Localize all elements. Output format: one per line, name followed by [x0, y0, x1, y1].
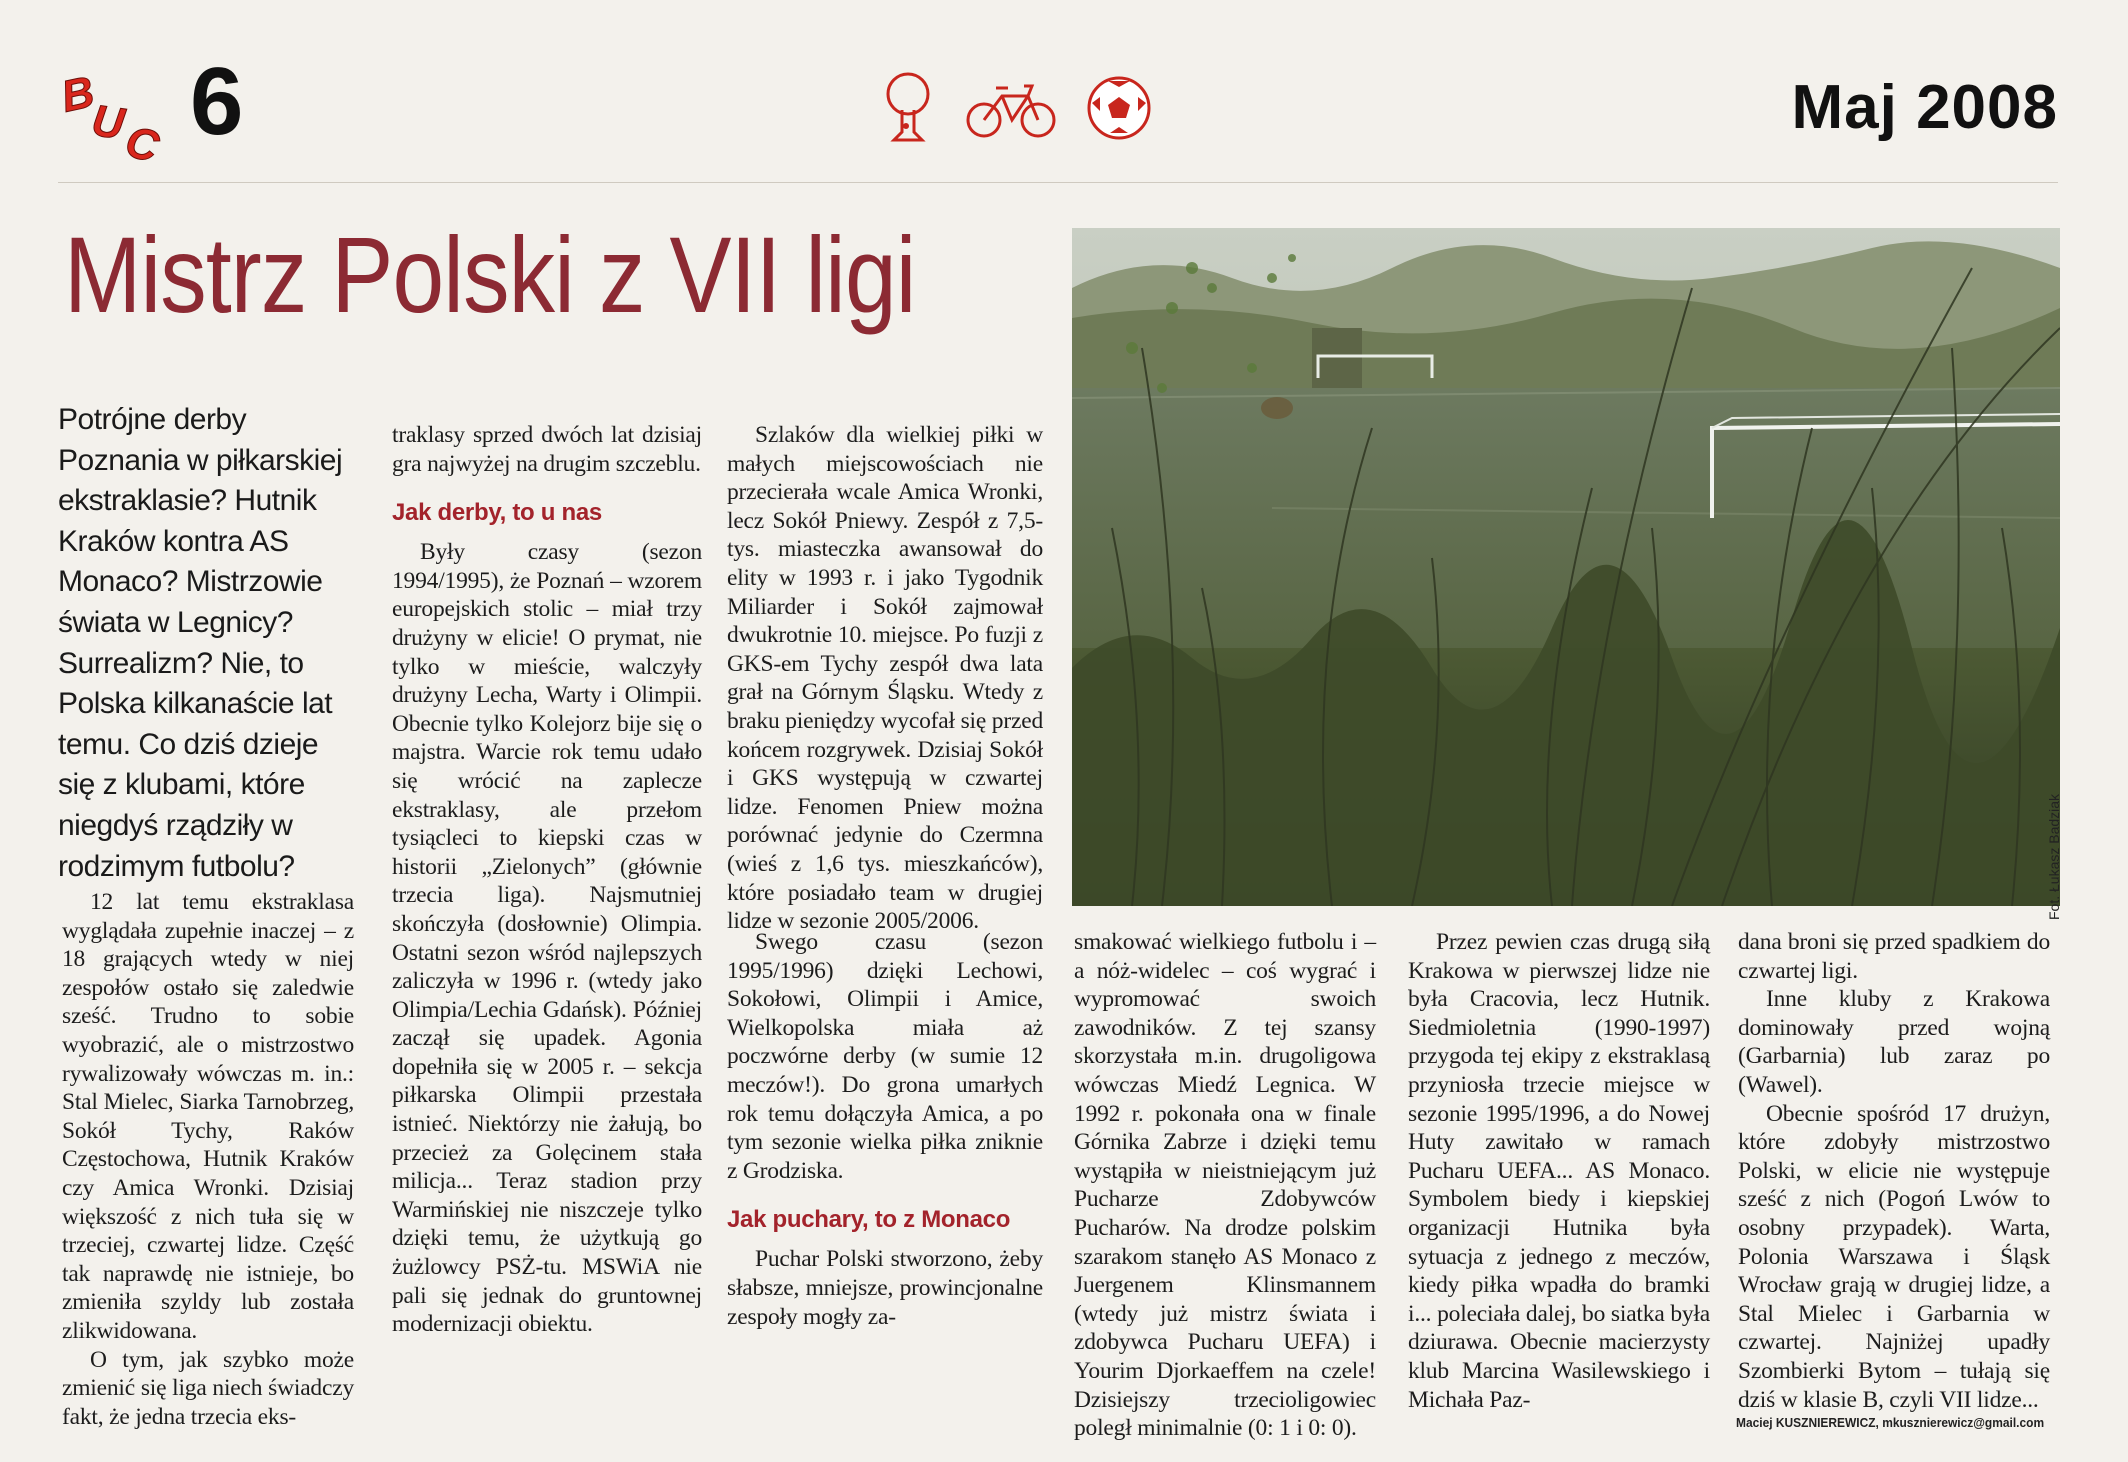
paragraph: Obecnie spośród 17 drużyn, które zdobyły mistrzostwo Polski, w elicie nie występuje sześć z nich (Pogoń Lwów to osobny przypadek). Warta, Polonia Warszawa i Śląsk Wrocław grają w drugiej lidze, a Stal Mielec i Garbarnia w czwartej. Najniżej upadły Szombierki Bytom – tułają się dziś w klasie B, czyli VII lidze... [1738, 1100, 2050, 1413]
article-column-1 [62, 888, 354, 1431]
subheading-puchary: Jak puchary, to z Monaco [727, 1206, 1011, 1234]
subheading-derby: Jak derby, to u nas [392, 499, 602, 527]
paragraph: smakować wielkiego futbolu i – a nóż-widelec – coś wygrać i wypromować swoich zawodników. Z tej szansy skorzystała m.in. drugoligowa wówczas Miedź Legnica. W 1992 r. pokonała ona w finale Górnika Zabrze i dzięki temu wystąpiła w nieistniejącym już Pucharze Zdobywców Pucharów. Na drodze polskim szarakom stanęło AS Monaco z Juergenem Klinsmannem (wtedy już mistrz świata i zdobywca Pucharu UEFA) i Yourim Djorkaeffem na czele! Dzisiejszy trzecioligowiec poległ minimalnie (0: 1 i 0: 0). [1074, 929, 1376, 1442]
logo-letter-b: B [57, 67, 99, 122]
tree-icon [880, 70, 936, 146]
paragraph: Swego czasu (sezon 1995/1996) dzięki Lechowi, Sokołowi, Olimpii i Amice, Wielkopolska miała aż poczwórne derby (w sumie 12 meczów!). Do grona umarłych rok temu dołączyła Amica, a po tym sezonie wielka piłka zniknie z Grodziska. [727, 929, 1043, 1184]
paragraph: Przez pewien czas drugą siłą Krakowa w pierwszej lidze nie była Cracovia, lecz Hutnik. Siedmioletnia (1990-1997) przygoda tej ekipy z ekstraklasą przyniosła trzecie miejsce w sezonie 1995/1996, a do Nowej Huty zawitało w ramach Pucharu UEFA... AS Monaco. Symbolem biedy i kiepskiej organizacji Hutnika była sytuacja z jednego z meczów, kiedy piłka wpadła do bramki i... poleciała dalej, bo siatka była dziurawa. Obecnie macierzysty klub Marcina Wasilewskiego i Michała Paz- [1408, 929, 1710, 1413]
photo-credit-text: Fot. Łukasz Badziak [2046, 793, 2062, 920]
header-divider [58, 182, 2058, 183]
paragraph: O tym, jak szybko może zmienić się liga niech świadczy fakt, że jedna trzecia eks- [62, 1346, 354, 1430]
paragraph: dana broni się przed spadkiem do czwartej ligi. [1738, 929, 2050, 984]
author-byline: Maciej KUSZNIEREWICZ, mkusznierewicz@gmail.com [1736, 1415, 2045, 1430]
page-title: Mistrz Polski z VII ligi [64, 214, 916, 335]
article-column-3-lower [727, 928, 1043, 1331]
article-column-2 [392, 421, 702, 1339]
football-icon [1086, 75, 1152, 141]
article-column-6 [1738, 928, 2050, 1414]
issue-date: Maj 2008 [1791, 73, 2058, 142]
football-pitch-photo [1072, 228, 2060, 906]
paragraph: Puchar Polski stworzono, żeby słabsze, mniejsze, prowincjonalne zespoły mogły za- [727, 1246, 1043, 1330]
photo-credit [2046, 780, 2064, 920]
logo-letter-c: C [120, 116, 164, 173]
paragraph: traklasy sprzed dwóch lat dzisiaj gra najwyżej na drugim szczeblu. [392, 422, 702, 477]
article-column-4 [1074, 928, 1376, 1443]
article-column-3 [727, 421, 1043, 936]
paragraph: 12 lat temu ekstraklasa wyglądała zupełnie inaczej – z 18 grających wtedy w niej zespołów ostało się zaledwie sześć. Trudno to sobie wyobrazić, ale o mistrzostwo rywalizowały wówczas m. in.: Stal Mielec, Siarka Tarnobrzeg, Sokół Tychy, Raków Częstochowa, Hutnik Kraków czy Amica Wronki. Dzisiaj większość z nich tuła się w trzeciej, czwartej lidze. Część tak naprawdę nie istnieje, bo zmieniła szyldy lub została zlikwidowana. [62, 889, 354, 1344]
section-icons [880, 68, 1152, 148]
logo-letter-u: U [88, 96, 128, 149]
paragraph: Inne kluby z Krakowa dominowały przed wojną (Garbarnia) lub zaraz po (Wawel). [1738, 986, 2050, 1098]
paragraph: Szlaków dla wielkiej piłki w małych miejscowościach nie przecierała wcale Amica Wronki, lecz Sokół Pniewy. Zespół z 7,5-tys. miasteczka awansował do elity w 1993 r. i jako Tygodnik Miliarder i Sokół zajmował dwukrotnie 10. miejsce. Po fuzji z GKS-em Tychy zespół dwa lata grał na Górnym Śląsku. Wtedy z braku pieniędzy wycofał się przed końcem rozgrywek. Dzisiaj Sokół i GKS występują w czwartej lidze. Fenomen Pniew można porównać jedynie do Czermna (wieś z 1,6 tys. mieszkańców), które posiadało team w drugiej lidze w sezonie 2005/2006. [727, 422, 1043, 935]
article-column-5 [1408, 928, 1710, 1414]
article-lead: Potrójne derby Poznania w piłkarskiej ekstraklasie? Hutnik Kraków kontra AS Monaco? Mistrzowie świata w Legnicy? Surrealizm? Nie, to Polska kilkanaście lat temu. Co dziś dzieje się z klubami, które niegdyś rządziły w rodzimym futbolu? [58, 403, 343, 883]
page-number: 6 [190, 48, 244, 155]
bicycle-icon [966, 76, 1056, 140]
paragraph: Były czasy (sezon 1994/1995), że Poznań – wzorem europejskich stolic – miał trzy drużyny w elicie! O prymat, nie tylko w mieście, walczyły drużyny Lecha, Warty i Olimpii. Obecnie tylko Kolejorz bije się o majstra. Warcie rok temu udało się wrócić na zaplecze ekstraklasy, ale przełom tysiącleci to kiepski czas w historii „Zielonych” (głównie trzecia liga). Najsmutniej skończyła (dosłownie) Olimpia. Ostatni sezon wśród najlepszych zaliczyła w 1996 r. (wtedy jako Olimpia/Lechia Gdańsk). Później zaczął się upadek. Agonia dopełniła się w 2005 r. – sekcja piłkarska Olimpii przestała istnieć. Niektórzy nie żałują, bo przecież za Golęcinem stała milicja... Teraz stadion przy Warmińskiej nie niszczeje tylko dzięki temu, że użytkują go żużlowcy PSŻ-tu. MSWiA nie pali się jednak do gruntownej modernizacji obiektu. [392, 539, 702, 1338]
